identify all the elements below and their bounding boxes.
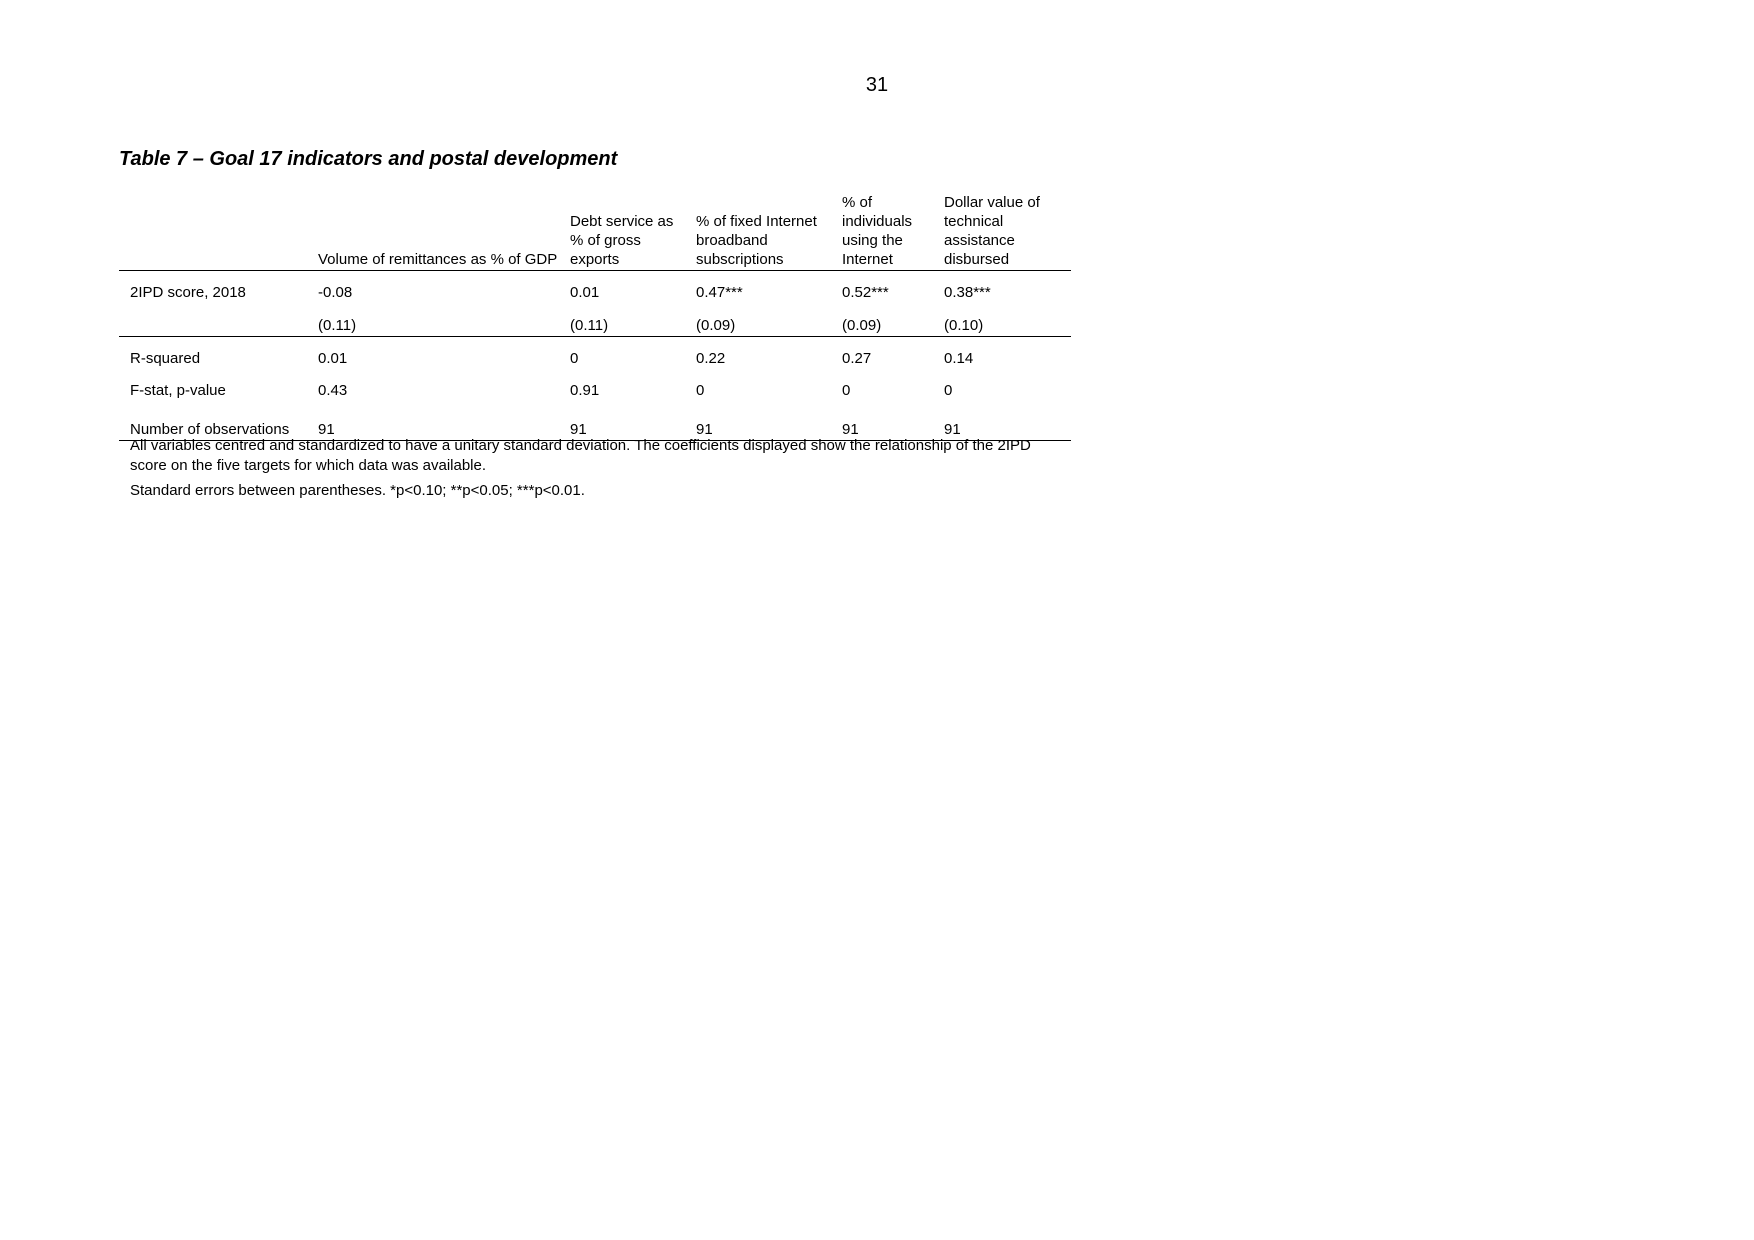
table-note-significance: Standard errors between parentheses. *p<0.10; **p<0.05; ***p<0.01. xyxy=(130,482,585,499)
table-cell: 91 xyxy=(831,401,933,441)
table-cell: (0.11) xyxy=(307,303,559,337)
table-note-methodology: All variables centred and standardized to have a unitary standard deviation. The coefficients displayed show the relationship of the 2IPD score on the five targets for which data was available. xyxy=(130,437,1031,474)
table-cell: 0 xyxy=(842,382,851,399)
row-label: R-squared xyxy=(130,350,201,367)
table-cell: 0.22 xyxy=(696,350,726,367)
row-label xyxy=(119,303,307,337)
row-label: Number of observations xyxy=(119,401,307,441)
row-label: F-stat, p-value xyxy=(130,382,226,399)
table-cell: 0.91 xyxy=(570,382,600,399)
table-row-standard-error xyxy=(119,303,1071,337)
table-cell: (0.09) xyxy=(685,303,831,337)
table-cell: 91 xyxy=(559,401,685,441)
table-cell: (0.09) xyxy=(831,303,933,337)
table-cell: 0.52*** xyxy=(842,284,889,301)
regression-table-container xyxy=(119,193,1071,441)
column-header-debt-service: Debt service as % of gross exports xyxy=(559,193,685,271)
column-header-internet-users: % of individuals using the Internet xyxy=(831,193,933,271)
table-cell: 0.01 xyxy=(570,284,600,301)
column-header-technical-assistance: Dollar value of technical assistance disbursed xyxy=(933,193,1071,271)
table-notes xyxy=(130,436,1060,501)
table-header-row xyxy=(119,193,1071,271)
table-cell: 91 xyxy=(685,401,831,441)
table-cell: 0 xyxy=(696,382,705,399)
regression-table xyxy=(119,193,1071,441)
table-cell: 91 xyxy=(307,401,559,441)
table-cell: 0 xyxy=(570,350,579,367)
table-cell: 0.01 xyxy=(318,350,348,367)
table-cell: 91 xyxy=(933,401,1071,441)
page-number: 31 xyxy=(865,74,889,96)
table-cell: 0 xyxy=(944,382,953,399)
table-row-coefficient xyxy=(119,271,1071,304)
table-cell: 0.43 xyxy=(318,382,348,399)
table-cell: -0.08 xyxy=(318,284,353,301)
table-cell: 0.38*** xyxy=(944,284,991,301)
column-header-blank xyxy=(119,193,307,271)
table-cell: (0.11) xyxy=(559,303,685,337)
table-row-observations xyxy=(119,401,1071,441)
column-header-broadband: % of fixed Internet broadband subscriptions xyxy=(685,193,831,271)
table-cell: 0.14 xyxy=(944,350,974,367)
table-cell: 0.47*** xyxy=(696,284,743,301)
table-cell: (0.10) xyxy=(933,303,1071,337)
table-row-r-squared xyxy=(119,337,1071,370)
column-header-remittances: Volume of remittances as % of GDP xyxy=(307,193,559,271)
table-row-f-stat xyxy=(119,369,1071,401)
table-title: Table 7 – Goal 17 indicators and postal development xyxy=(119,148,618,170)
table-cell: 0.27 xyxy=(842,350,872,367)
row-label: 2IPD score, 2018 xyxy=(130,284,246,301)
